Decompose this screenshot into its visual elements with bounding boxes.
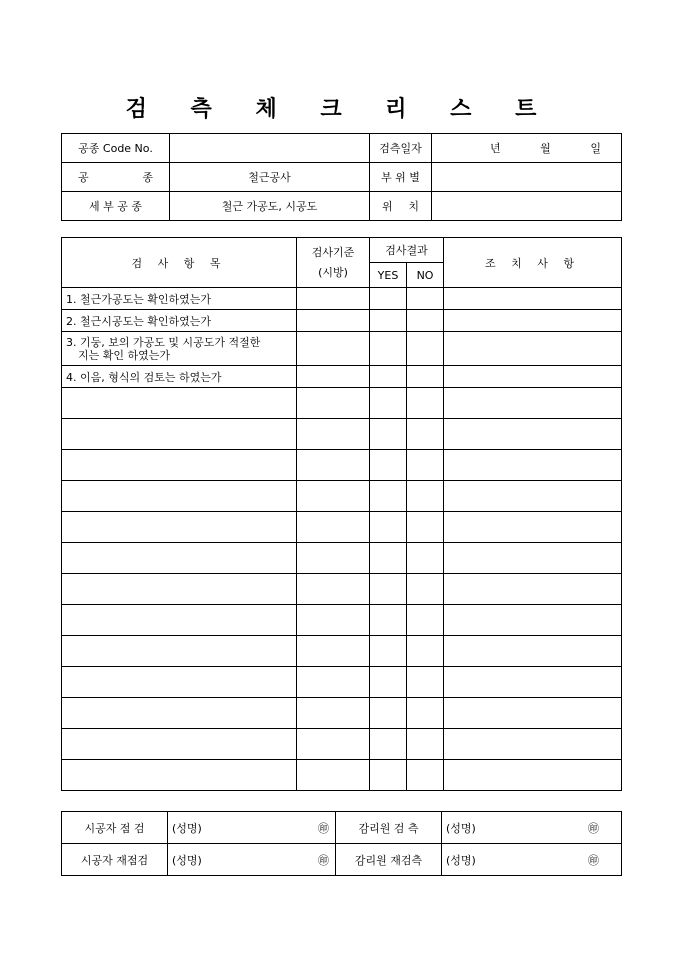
- no-cell[interactable]: [407, 698, 444, 729]
- location-label: 위 치: [370, 192, 432, 221]
- yes-cell[interactable]: [370, 605, 407, 636]
- yes-cell[interactable]: [370, 636, 407, 667]
- col-standard-header: [297, 238, 370, 288]
- action-cell[interactable]: [444, 419, 622, 450]
- action-cell[interactable]: [444, 605, 622, 636]
- supervisor-inspect-label: 감리원 검 측: [336, 812, 442, 844]
- checklist-row: [62, 366, 622, 388]
- standard-cell[interactable]: [297, 332, 370, 366]
- item-text: 4. 이음, 형식의 검토는 하였는가: [62, 366, 297, 388]
- seal-icon: ㊞: [318, 821, 329, 835]
- action-cell[interactable]: [444, 574, 622, 605]
- standard-cell[interactable]: [297, 288, 370, 310]
- checklist-empty-row: [62, 667, 622, 698]
- item-text-line2: 지는 확인 하였는가: [78, 348, 171, 362]
- item-text: 2. 철근시공도는 확인하였는가: [62, 310, 297, 332]
- yes-cell[interactable]: [370, 667, 407, 698]
- name-placeholder: (성명): [172, 821, 202, 835]
- no-cell[interactable]: [407, 288, 444, 310]
- standard-cell[interactable]: [297, 310, 370, 332]
- col-action-header: 조 치 사 항: [444, 238, 622, 288]
- checklist-row: [62, 288, 622, 310]
- action-cell[interactable]: [444, 543, 622, 574]
- standard-cell[interactable]: [297, 512, 370, 543]
- item-cell[interactable]: [62, 636, 297, 667]
- yes-cell[interactable]: [370, 729, 407, 760]
- item-cell[interactable]: [62, 419, 297, 450]
- yes-cell[interactable]: [370, 450, 407, 481]
- checklist-row: [62, 310, 622, 332]
- no-cell[interactable]: [407, 729, 444, 760]
- no-cell[interactable]: [407, 450, 444, 481]
- no-cell[interactable]: [407, 667, 444, 698]
- item-cell[interactable]: [62, 698, 297, 729]
- no-cell[interactable]: [407, 332, 444, 366]
- checklist-empty-row: [62, 543, 622, 574]
- action-cell[interactable]: [444, 667, 622, 698]
- standard-cell[interactable]: [297, 698, 370, 729]
- supervisor-reinspect-sign-field[interactable]: [442, 844, 622, 876]
- name-placeholder: (성명): [446, 853, 476, 867]
- col-item-header: 검 사 항 목: [62, 238, 297, 288]
- yes-cell[interactable]: [370, 419, 407, 450]
- checklist-empty-row: [62, 760, 622, 791]
- yes-cell[interactable]: [370, 388, 407, 419]
- action-cell[interactable]: [444, 332, 622, 366]
- yes-cell[interactable]: [370, 698, 407, 729]
- col-standard-line1: 검사기준: [311, 245, 355, 259]
- work-type-label: 공 종: [62, 163, 170, 192]
- no-cell[interactable]: [407, 605, 444, 636]
- item-text: [62, 332, 297, 366]
- item-cell[interactable]: [62, 543, 297, 574]
- action-cell[interactable]: [444, 288, 622, 310]
- name-placeholder: (성명): [446, 821, 476, 835]
- item-cell[interactable]: [62, 512, 297, 543]
- checklist-empty-row: [62, 481, 622, 512]
- action-cell[interactable]: [444, 366, 622, 388]
- inspection-date-label: 검측일자: [370, 134, 432, 163]
- no-cell[interactable]: [407, 636, 444, 667]
- contractor-inspect-sign-field[interactable]: [168, 812, 336, 844]
- day-label: 일: [590, 142, 601, 155]
- year-label: 년: [490, 142, 501, 155]
- yes-cell[interactable]: [370, 481, 407, 512]
- checklist-empty-row: [62, 512, 622, 543]
- header-row-code: [62, 134, 622, 163]
- seal-icon: ㊞: [588, 853, 599, 867]
- no-cell[interactable]: [407, 481, 444, 512]
- standard-cell[interactable]: [297, 481, 370, 512]
- no-cell[interactable]: [407, 574, 444, 605]
- no-cell[interactable]: [407, 760, 444, 791]
- standard-cell[interactable]: [297, 760, 370, 791]
- checklist-empty-row: [62, 698, 622, 729]
- signature-row-reinspect: [62, 844, 622, 876]
- item-cell[interactable]: [62, 760, 297, 791]
- action-cell[interactable]: [444, 729, 622, 760]
- no-cell[interactable]: [407, 512, 444, 543]
- action-cell[interactable]: [444, 310, 622, 332]
- work-type-value[interactable]: 철근공사: [170, 163, 370, 192]
- no-cell[interactable]: [407, 366, 444, 388]
- detail-label: 세 부 공 종: [62, 192, 170, 221]
- checklist-row: [62, 332, 622, 366]
- header-row-detail: [62, 192, 622, 221]
- name-placeholder: (성명): [172, 853, 202, 867]
- work-code-field[interactable]: [170, 134, 370, 163]
- item-cell[interactable]: [62, 481, 297, 512]
- action-cell[interactable]: [444, 760, 622, 791]
- checklist-empty-row: [62, 450, 622, 481]
- yes-cell[interactable]: [370, 288, 407, 310]
- checklist-empty-row: [62, 605, 622, 636]
- action-cell[interactable]: [444, 512, 622, 543]
- signature-table: [61, 811, 622, 876]
- yes-cell[interactable]: [370, 543, 407, 574]
- contractor-reinspect-label: 시공자 재점검: [62, 844, 168, 876]
- action-cell[interactable]: [444, 450, 622, 481]
- seal-icon: ㊞: [588, 821, 599, 835]
- action-cell[interactable]: [444, 388, 622, 419]
- supervisor-inspect-sign-field[interactable]: [442, 812, 622, 844]
- standard-cell[interactable]: [297, 729, 370, 760]
- yes-cell[interactable]: [370, 760, 407, 791]
- standard-cell[interactable]: [297, 605, 370, 636]
- standard-cell[interactable]: [297, 636, 370, 667]
- item-cell[interactable]: [62, 667, 297, 698]
- checklist-empty-row: [62, 419, 622, 450]
- yes-cell[interactable]: [370, 366, 407, 388]
- col-result-header: 검사결과: [370, 238, 444, 263]
- item-text-line1: 3. 기둥, 보의 가공도 및 시공도가 적절한: [66, 335, 261, 349]
- no-cell[interactable]: [407, 388, 444, 419]
- standard-cell[interactable]: [297, 366, 370, 388]
- part-label: 부 위 별: [370, 163, 432, 192]
- yes-cell[interactable]: [370, 574, 407, 605]
- no-cell[interactable]: [407, 543, 444, 574]
- checklist-empty-row: [62, 729, 622, 760]
- item-text: 1. 철근가공도는 확인하였는가: [62, 288, 297, 310]
- contractor-inspect-label: 시공자 점 검: [62, 812, 168, 844]
- signature-row-inspect: [62, 812, 622, 844]
- work-code-label: 공종 Code No.: [62, 134, 170, 163]
- part-field[interactable]: [432, 163, 622, 192]
- item-cell[interactable]: [62, 450, 297, 481]
- yes-cell[interactable]: [370, 512, 407, 543]
- standard-cell[interactable]: [297, 574, 370, 605]
- header-row-worktype: [62, 163, 622, 192]
- checklist-empty-row: [62, 636, 622, 667]
- standard-cell[interactable]: [297, 450, 370, 481]
- yes-cell[interactable]: [370, 332, 407, 366]
- col-yes-header: YES: [370, 263, 407, 288]
- standard-cell[interactable]: [297, 419, 370, 450]
- month-label: 월: [540, 142, 551, 155]
- no-cell[interactable]: [407, 310, 444, 332]
- item-cell[interactable]: [62, 574, 297, 605]
- page-title: 검 측 체 크 리 스 트: [125, 96, 555, 122]
- item-cell[interactable]: [62, 605, 297, 636]
- standard-cell[interactable]: [297, 388, 370, 419]
- col-standard-line2: (시방): [318, 265, 348, 279]
- supervisor-reinspect-label: 감리원 재검측: [336, 844, 442, 876]
- location-field[interactable]: [432, 192, 622, 221]
- standard-cell[interactable]: [297, 667, 370, 698]
- standard-cell[interactable]: [297, 543, 370, 574]
- action-cell[interactable]: [444, 481, 622, 512]
- checklist-empty-row: [62, 574, 622, 605]
- no-cell[interactable]: [407, 419, 444, 450]
- action-cell[interactable]: [444, 698, 622, 729]
- action-cell[interactable]: [444, 636, 622, 667]
- header-table: [61, 133, 622, 221]
- item-cell[interactable]: [62, 729, 297, 760]
- seal-icon: ㊞: [318, 853, 329, 867]
- detail-value[interactable]: 철근 가공도, 시공도: [170, 192, 370, 221]
- item-cell[interactable]: [62, 388, 297, 419]
- checklist-empty-row: [62, 388, 622, 419]
- inspection-date-field[interactable]: [432, 134, 622, 163]
- contractor-reinspect-sign-field[interactable]: [168, 844, 336, 876]
- yes-cell[interactable]: [370, 310, 407, 332]
- checklist-header-row-1: [62, 238, 622, 263]
- checklist-table: [61, 237, 622, 791]
- col-no-header: NO: [407, 263, 444, 288]
